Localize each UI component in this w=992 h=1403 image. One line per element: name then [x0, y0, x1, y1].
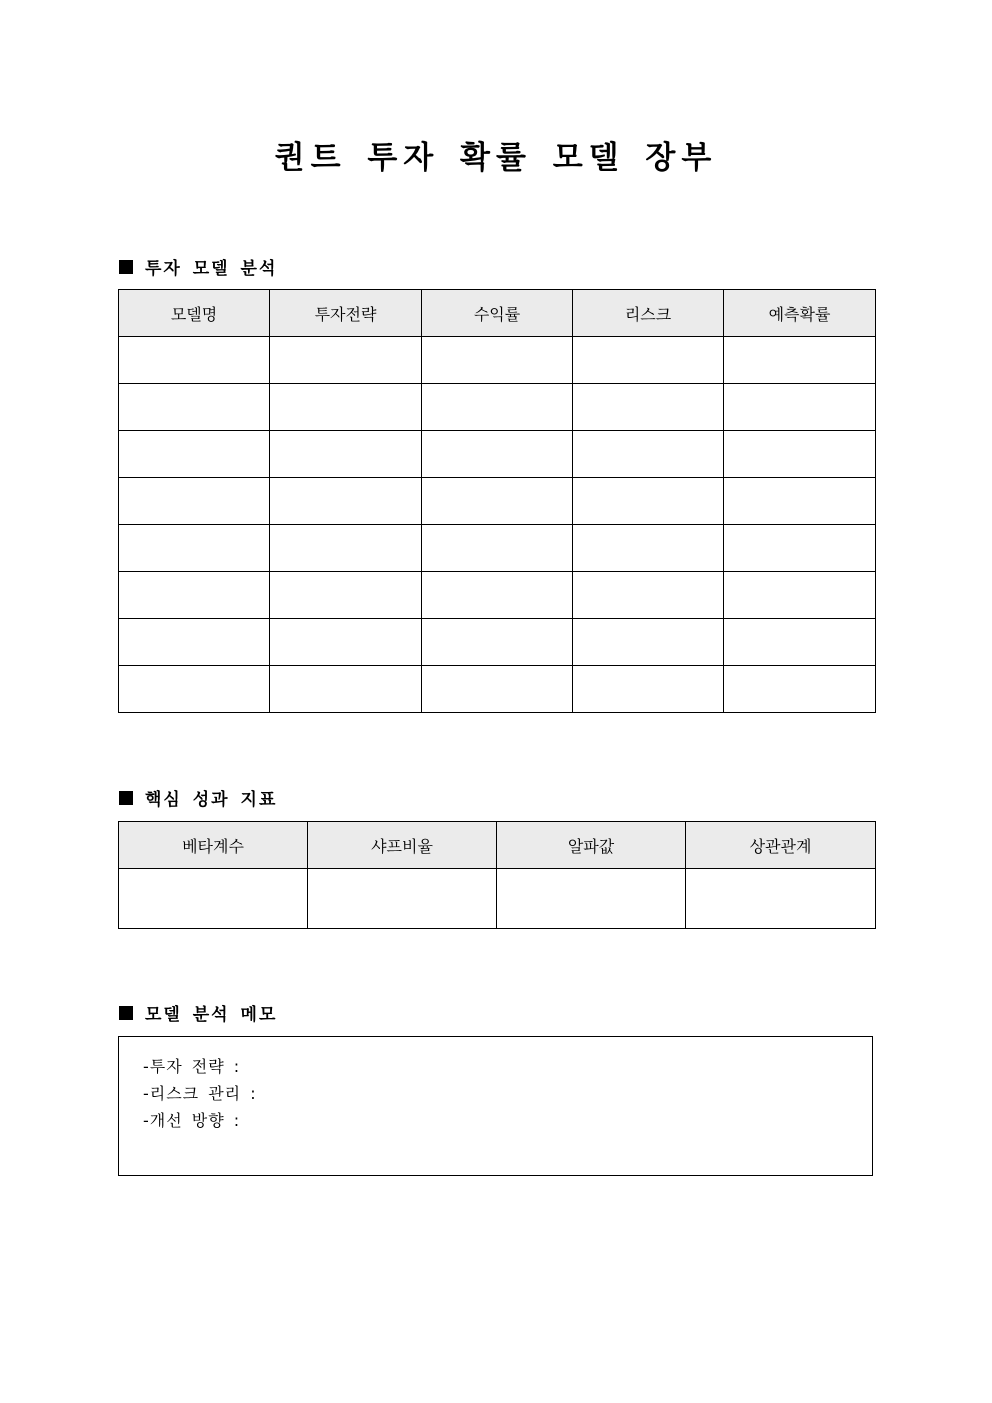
- page-title: 퀀트 투자 확률 모델 장부: [274, 140, 718, 176]
- memo-box[interactable]: [118, 1036, 873, 1176]
- table-cell[interactable]: [270, 666, 422, 713]
- table-row: [119, 431, 876, 478]
- table-cell[interactable]: [422, 572, 573, 619]
- table-cell[interactable]: [573, 337, 724, 384]
- table-cell[interactable]: [573, 619, 724, 666]
- table-header-row: [119, 822, 876, 869]
- table-cell[interactable]: [270, 431, 422, 478]
- table-row: [119, 666, 876, 713]
- beta-value-cell[interactable]: [119, 869, 308, 929]
- table-cell[interactable]: [573, 478, 724, 525]
- table-cell[interactable]: [270, 619, 422, 666]
- table-cell[interactable]: [724, 572, 876, 619]
- table-cell[interactable]: [119, 525, 270, 572]
- memo-line-risk: -리스크 관리 :: [143, 1084, 257, 1103]
- table-row: [119, 478, 876, 525]
- sharpe-value-cell[interactable]: [308, 869, 497, 929]
- model-analysis-table: [118, 289, 876, 713]
- table-row: [119, 525, 876, 572]
- column-header-alpha: 알파값: [497, 822, 686, 869]
- column-header-correlation: 상관관계: [686, 822, 876, 869]
- table-cell[interactable]: [119, 337, 270, 384]
- square-bullet-icon: [119, 260, 133, 274]
- memo-line-improvement: -개선 방향 :: [143, 1111, 241, 1130]
- section-heading-model-analysis: [119, 254, 277, 279]
- section-heading-label: 투자 모델 분석: [145, 259, 278, 279]
- table-cell[interactable]: [422, 478, 573, 525]
- table-cell[interactable]: [119, 619, 270, 666]
- table-cell[interactable]: [119, 384, 270, 431]
- table-cell[interactable]: [724, 384, 876, 431]
- kpi-table: [118, 821, 876, 929]
- table-cell[interactable]: [422, 619, 573, 666]
- column-header-probability: 예측확률: [724, 290, 876, 337]
- column-header-sharpe: 샤프비율: [308, 822, 497, 869]
- section-heading-label: 모델 분석 메모: [145, 1005, 278, 1025]
- table-cell[interactable]: [119, 431, 270, 478]
- table-row: [119, 337, 876, 384]
- table-cell[interactable]: [422, 384, 573, 431]
- table-cell[interactable]: [573, 572, 724, 619]
- section-heading-memo: [119, 1000, 277, 1025]
- table-cell[interactable]: [270, 572, 422, 619]
- table-cell[interactable]: [270, 384, 422, 431]
- table-cell[interactable]: [422, 525, 573, 572]
- table-cell[interactable]: [270, 337, 422, 384]
- table-cell[interactable]: [270, 478, 422, 525]
- section-heading-label: 핵심 성과 지표: [145, 790, 278, 810]
- table-cell[interactable]: [724, 431, 876, 478]
- table-cell[interactable]: [119, 666, 270, 713]
- correlation-value-cell[interactable]: [686, 869, 876, 929]
- table-cell[interactable]: [724, 619, 876, 666]
- table-cell[interactable]: [119, 572, 270, 619]
- table-cell[interactable]: [422, 431, 573, 478]
- column-header-return: 수익률: [422, 290, 573, 337]
- memo-line-strategy: -투자 전략 :: [143, 1057, 241, 1076]
- column-header-strategy: 투자전략: [270, 290, 422, 337]
- table-cell[interactable]: [724, 666, 876, 713]
- column-header-risk: 리스크: [573, 290, 724, 337]
- table-cell[interactable]: [724, 525, 876, 572]
- table-cell[interactable]: [724, 337, 876, 384]
- square-bullet-icon: [119, 791, 133, 805]
- table-row: [119, 572, 876, 619]
- table-cell[interactable]: [573, 666, 724, 713]
- table-row: [119, 384, 876, 431]
- table-cell[interactable]: [119, 478, 270, 525]
- alpha-value-cell[interactable]: [497, 869, 686, 929]
- table-row: [119, 619, 876, 666]
- table-cell[interactable]: [422, 337, 573, 384]
- table-cell[interactable]: [573, 384, 724, 431]
- table-cell[interactable]: [724, 478, 876, 525]
- table-cell[interactable]: [573, 525, 724, 572]
- table-cell[interactable]: [422, 666, 573, 713]
- column-header-model-name: 모델명: [119, 290, 270, 337]
- table-cell[interactable]: [573, 431, 724, 478]
- column-header-beta: 베타계수: [119, 822, 308, 869]
- table-header-row: [119, 290, 876, 337]
- table-row: [119, 869, 876, 929]
- square-bullet-icon: [119, 1006, 133, 1020]
- section-heading-kpi: [119, 785, 277, 810]
- table-cell[interactable]: [270, 525, 422, 572]
